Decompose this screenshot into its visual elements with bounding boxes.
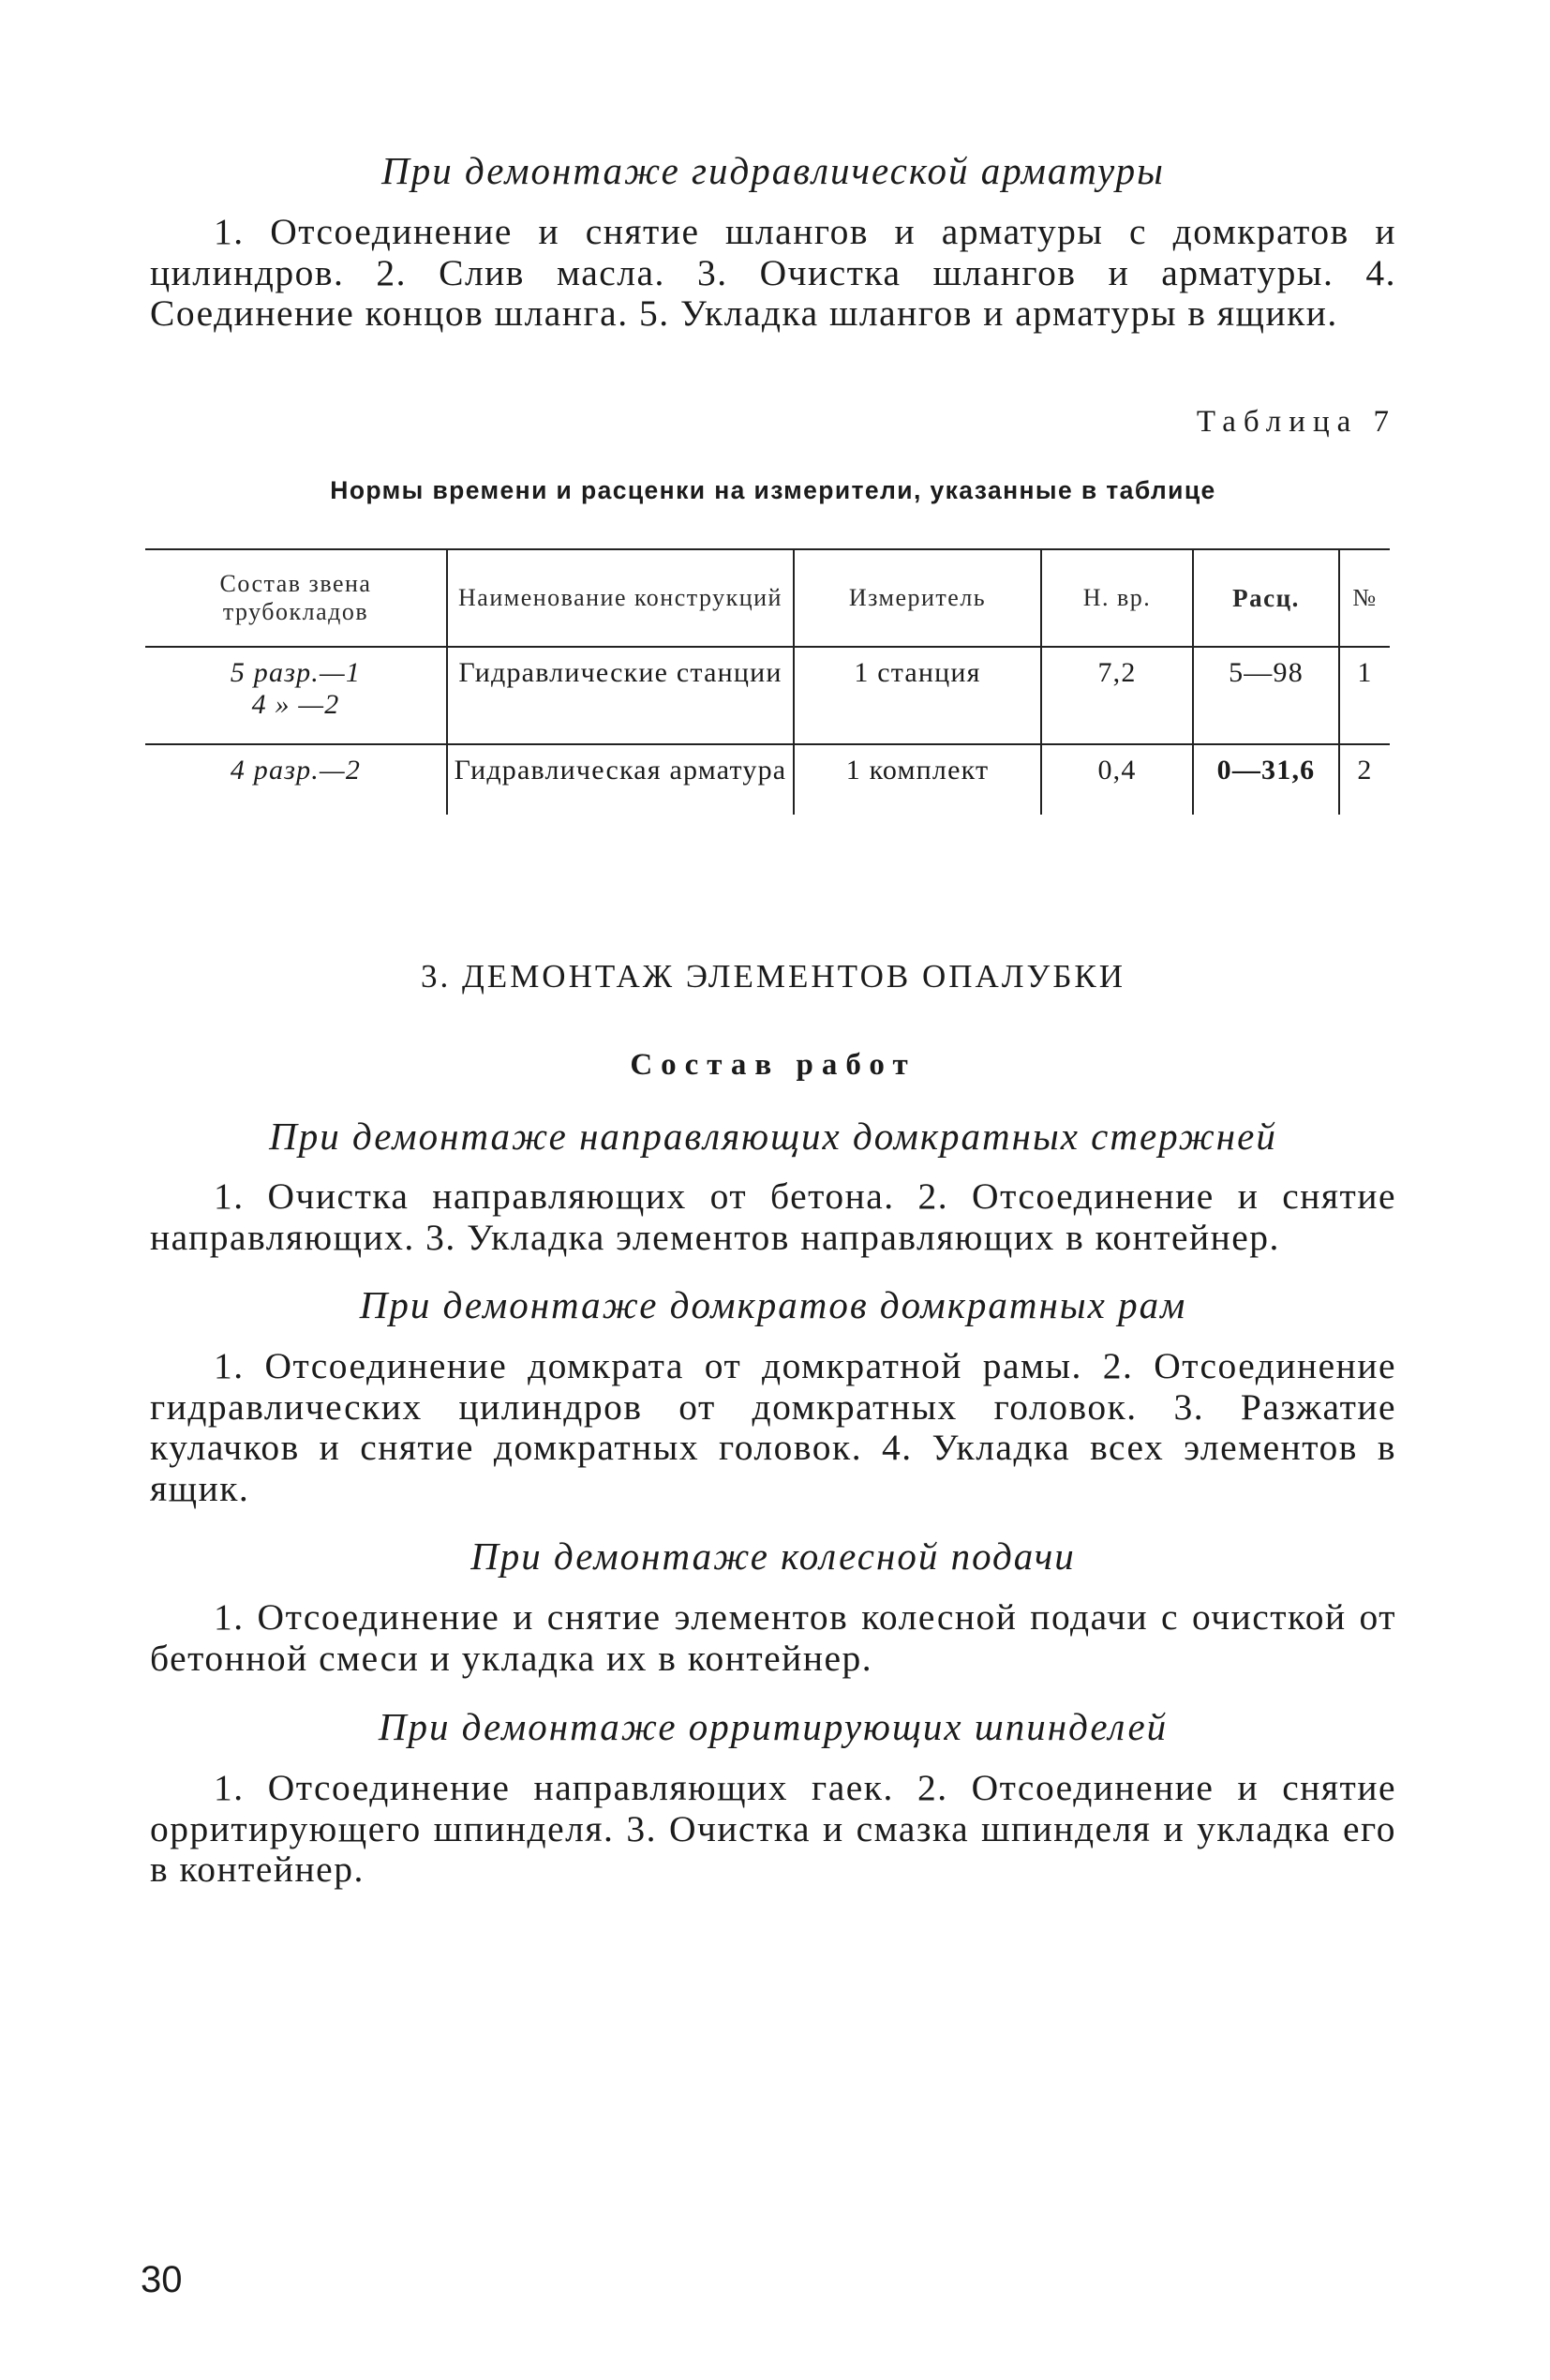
section-subtitle: Состав работ bbox=[630, 1048, 917, 1082]
work-heading: При демонтаже домкратов домкратных рам bbox=[359, 1283, 1187, 1326]
page-number: 30 bbox=[141, 2259, 183, 2300]
work-heading: При демонтаже орритирующих шпинделей bbox=[378, 1705, 1169, 1748]
crew-line: 5 разр.—1 bbox=[230, 657, 362, 688]
work-text: 1. Отсоединение направляющих гаек. 2. Отсоединение и снятие орритирующего шпинделя. 3. Очистка и смазка шпинделя и укладка его в контейнер. bbox=[150, 1767, 1396, 1890]
norms-table bbox=[145, 548, 1390, 815]
work-heading-block bbox=[150, 1534, 1396, 1579]
work-body-block bbox=[150, 1768, 1396, 1891]
work-heading: При демонтаже колесной подачи bbox=[470, 1534, 1076, 1578]
hydraulics-section bbox=[150, 148, 1396, 193]
cell-time-norm: 0,4 bbox=[1041, 744, 1193, 815]
cell-price: 0—31,6 bbox=[1193, 744, 1339, 815]
cell-number: 2 bbox=[1339, 744, 1390, 815]
cell-crew bbox=[145, 744, 447, 815]
header-crew: Состав звена трубокладов bbox=[145, 549, 447, 647]
header-construction: Наименование конструкций bbox=[447, 549, 794, 647]
table-caption: Нормы времени и расценки на измерители, указанные в таблице bbox=[330, 476, 1216, 504]
work-text: 1. Очистка направляющих от бетона. 2. Отсоединение и снятие направляющих. 3. Укладка элементов направляющих в контейнер. bbox=[150, 1175, 1396, 1258]
hydraulics-text: 1. Отсоединение и снятие шлангов и арматуры с домкратов и цилиндров. 2. Слив масла. 3. Очистка шлангов и арматуры. 4. Соединение концов шланга. 5. Укладка шлангов и арматуры в ящики. bbox=[150, 211, 1396, 334]
work-heading-block bbox=[150, 1282, 1396, 1327]
header-time-norm: Н. вр. bbox=[1041, 549, 1193, 647]
cell-construction: Гидравлическая арматура bbox=[447, 744, 794, 815]
cell-crew bbox=[145, 647, 447, 744]
work-heading-block bbox=[150, 1114, 1396, 1159]
cell-unit: 1 станция bbox=[794, 647, 1041, 744]
table-label: Таблица 7 bbox=[1196, 405, 1396, 439]
work-body-block bbox=[150, 1176, 1396, 1258]
section-title: 3. ДЕМОНТАЖ ЭЛЕМЕНТОВ ОПАЛУБКИ bbox=[420, 958, 1126, 995]
header-number: № bbox=[1339, 549, 1390, 647]
header-price: Расц. bbox=[1193, 549, 1339, 647]
table-header-row bbox=[145, 549, 1390, 647]
crew-line: 4 разр.—2 bbox=[230, 755, 362, 786]
cell-unit: 1 комплект bbox=[794, 744, 1041, 815]
work-heading: При демонтаже направляющих домкратных стержней bbox=[269, 1115, 1277, 1158]
work-text: 1. Отсоединение домкрата от домкратной рамы. 2. Отсоединение гидравлических цилиндров от домкратных головок. 3. Разжатие кулачков и снятие домкратных головок. 4. Укладка всех элементов в ящик. bbox=[150, 1345, 1396, 1509]
work-text: 1. Отсоединение и снятие элементов колесной подачи с очисткой от бетонной смеси и укладка их в контейнер. bbox=[150, 1596, 1396, 1679]
work-body-block bbox=[150, 1597, 1396, 1679]
cell-number: 1 bbox=[1339, 647, 1390, 744]
cell-price: 5—98 bbox=[1193, 647, 1339, 744]
work-heading-block bbox=[150, 1704, 1396, 1749]
cell-construction: Гидравлические станции bbox=[447, 647, 794, 744]
table-row bbox=[145, 647, 1390, 744]
header-unit: Измеритель bbox=[794, 549, 1041, 647]
hydraulics-body bbox=[150, 212, 1396, 335]
cell-time-norm: 7,2 bbox=[1041, 647, 1193, 744]
crew-line: 4 » —2 bbox=[251, 689, 340, 720]
table-row bbox=[145, 744, 1390, 815]
hydraulics-heading: При демонтаже гидравлической арматуры bbox=[381, 149, 1165, 192]
work-body-block bbox=[150, 1346, 1396, 1509]
